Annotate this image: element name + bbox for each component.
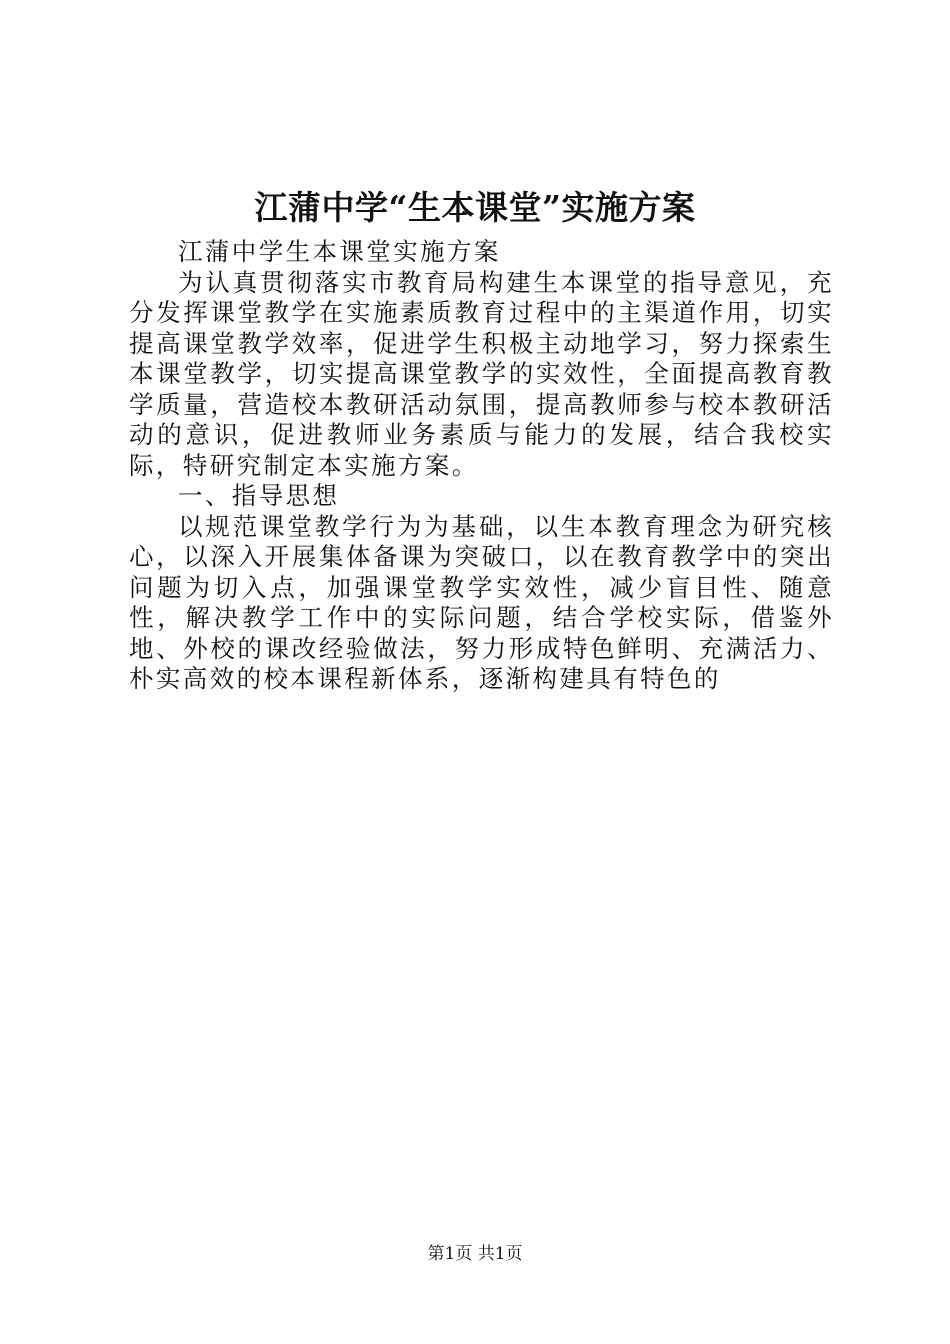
guiding-ideology-paragraph: 以规范课堂教学行为为基础，以生本教育理念为研究核心，以深入开展集体备课为突破口，以在教育教学中的突出问题为切入点，加强课堂教学实效性，减少盲目性、随意性，解决教学工作中的实际问题，结合学校实际，借鉴外地、外校的课改经验做法，努力形成特色鲜明、充满活力、朴实高效的校本课程新体系，逐渐构建具有特色的	[129, 511, 834, 693]
document-title: 江蒲中学“生本课堂”实施方案	[254, 188, 696, 227]
document-body	[129, 237, 834, 695]
page-number-footer: 第1页 共1页	[427, 1244, 523, 1264]
intro-paragraph: 为认真贯彻落实市教育局构建生本课堂的指导意见，充分发挥课堂教学在实施素质教育过程中的主渠道作用，切实提高课堂教学效率，促进学生积极主动地学习，努力探索生本课堂教学，切实提高课堂教学的实效性，全面提高教育教学质量，营造校本教研活动氛围，提高教师参与校本教研活动的意识，促进教师业务素质与能力的发展，结合我校实际，特研究制定本实施方案。	[129, 267, 834, 480]
subtitle-paragraph: 江蒲中学生本课堂实施方案	[178, 237, 501, 266]
section-heading: 一、指导思想	[178, 481, 340, 510]
